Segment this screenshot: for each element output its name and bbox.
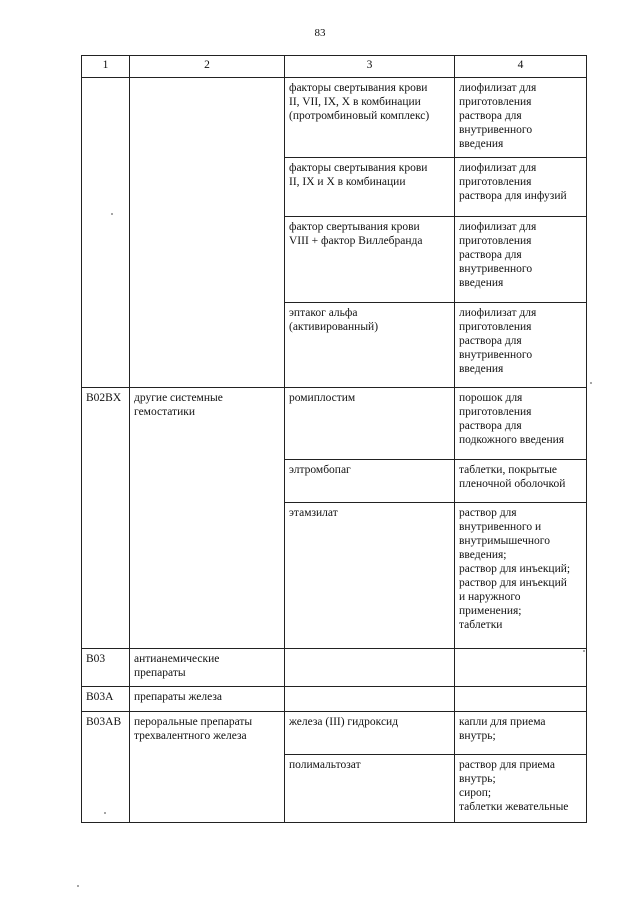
dosage-form-cell: раствор для приема внутрь; сироп; таблетки жевательные xyxy=(455,755,587,823)
table-row xyxy=(82,712,587,755)
substance-cell xyxy=(285,649,455,687)
substance-cell: железа (III) гидроксид xyxy=(285,712,455,755)
scan-speck xyxy=(111,213,113,215)
substance-cell: факторы свертывания крови II, IX и X в комбинации xyxy=(285,158,455,217)
dosage-form-cell: порошок для приготовления раствора для подкожного введения xyxy=(455,388,587,460)
header-col-3: 3 xyxy=(285,56,455,78)
header-col-1: 1 xyxy=(82,56,130,78)
group-cell: другие системные гемостатики xyxy=(130,388,285,649)
drug-table xyxy=(81,55,587,823)
substance-cell xyxy=(285,687,455,712)
group-cell: пероральные препараты трехвалентного железа xyxy=(130,712,285,823)
atc-code-cell: B03 xyxy=(82,649,130,687)
dosage-form-cell: лиофилизат для приготовления раствора для инфузий xyxy=(455,158,587,217)
header-col-4: 4 xyxy=(455,56,587,78)
atc-code-cell: B02BX xyxy=(82,388,130,649)
table-row xyxy=(82,78,587,158)
page-number: 83 xyxy=(314,27,326,39)
substance-cell: ромиплостим xyxy=(285,388,455,460)
dosage-form-cell: капли для приема внутрь; xyxy=(455,712,587,755)
group-cell: антианемические препараты xyxy=(130,649,285,687)
atc-code-cell: B03AB xyxy=(82,712,130,823)
atc-code-cell: B03A xyxy=(82,687,130,712)
substance-cell: этамзилат xyxy=(285,503,455,649)
scan-speck xyxy=(104,812,106,814)
table-row xyxy=(82,687,587,712)
atc-code-cell xyxy=(82,78,130,388)
dosage-form-cell: лиофилизат для приготовления раствора для внутривенного введения xyxy=(455,78,587,158)
header-col-2: 2 xyxy=(130,56,285,78)
table-row xyxy=(82,388,587,460)
scan-speck xyxy=(583,650,585,652)
substance-cell: полимальтозат xyxy=(285,755,455,823)
dosage-form-cell: раствор для внутривенного и внутримышечного введения; раствор для инъекций; раствор для инъекций и наружного применения; таблетки xyxy=(455,503,587,649)
group-cell xyxy=(130,78,285,388)
group-cell: препараты железа xyxy=(130,687,285,712)
table-row xyxy=(82,649,587,687)
dosage-form-cell: таблетки, покрытые пленочной оболочкой xyxy=(455,460,587,503)
dosage-form-cell xyxy=(455,687,587,712)
scan-speck xyxy=(77,885,79,887)
header-row xyxy=(82,56,587,78)
substance-cell: эптаког альфа (активированный) xyxy=(285,303,455,388)
dosage-form-cell: лиофилизат для приготовления раствора для внутривенного введения xyxy=(455,303,587,388)
substance-cell: элтромбопаг xyxy=(285,460,455,503)
scan-speck xyxy=(590,382,592,384)
dosage-form-cell xyxy=(455,649,587,687)
substance-cell: факторы свертывания крови II, VII, IX, X в комбинации (протромбиновый комплекс) xyxy=(285,78,455,158)
substance-cell: фактор свертывания крови VIII + фактор Виллебранда xyxy=(285,217,455,303)
dosage-form-cell: лиофилизат для приготовления раствора для внутривенного введения xyxy=(455,217,587,303)
